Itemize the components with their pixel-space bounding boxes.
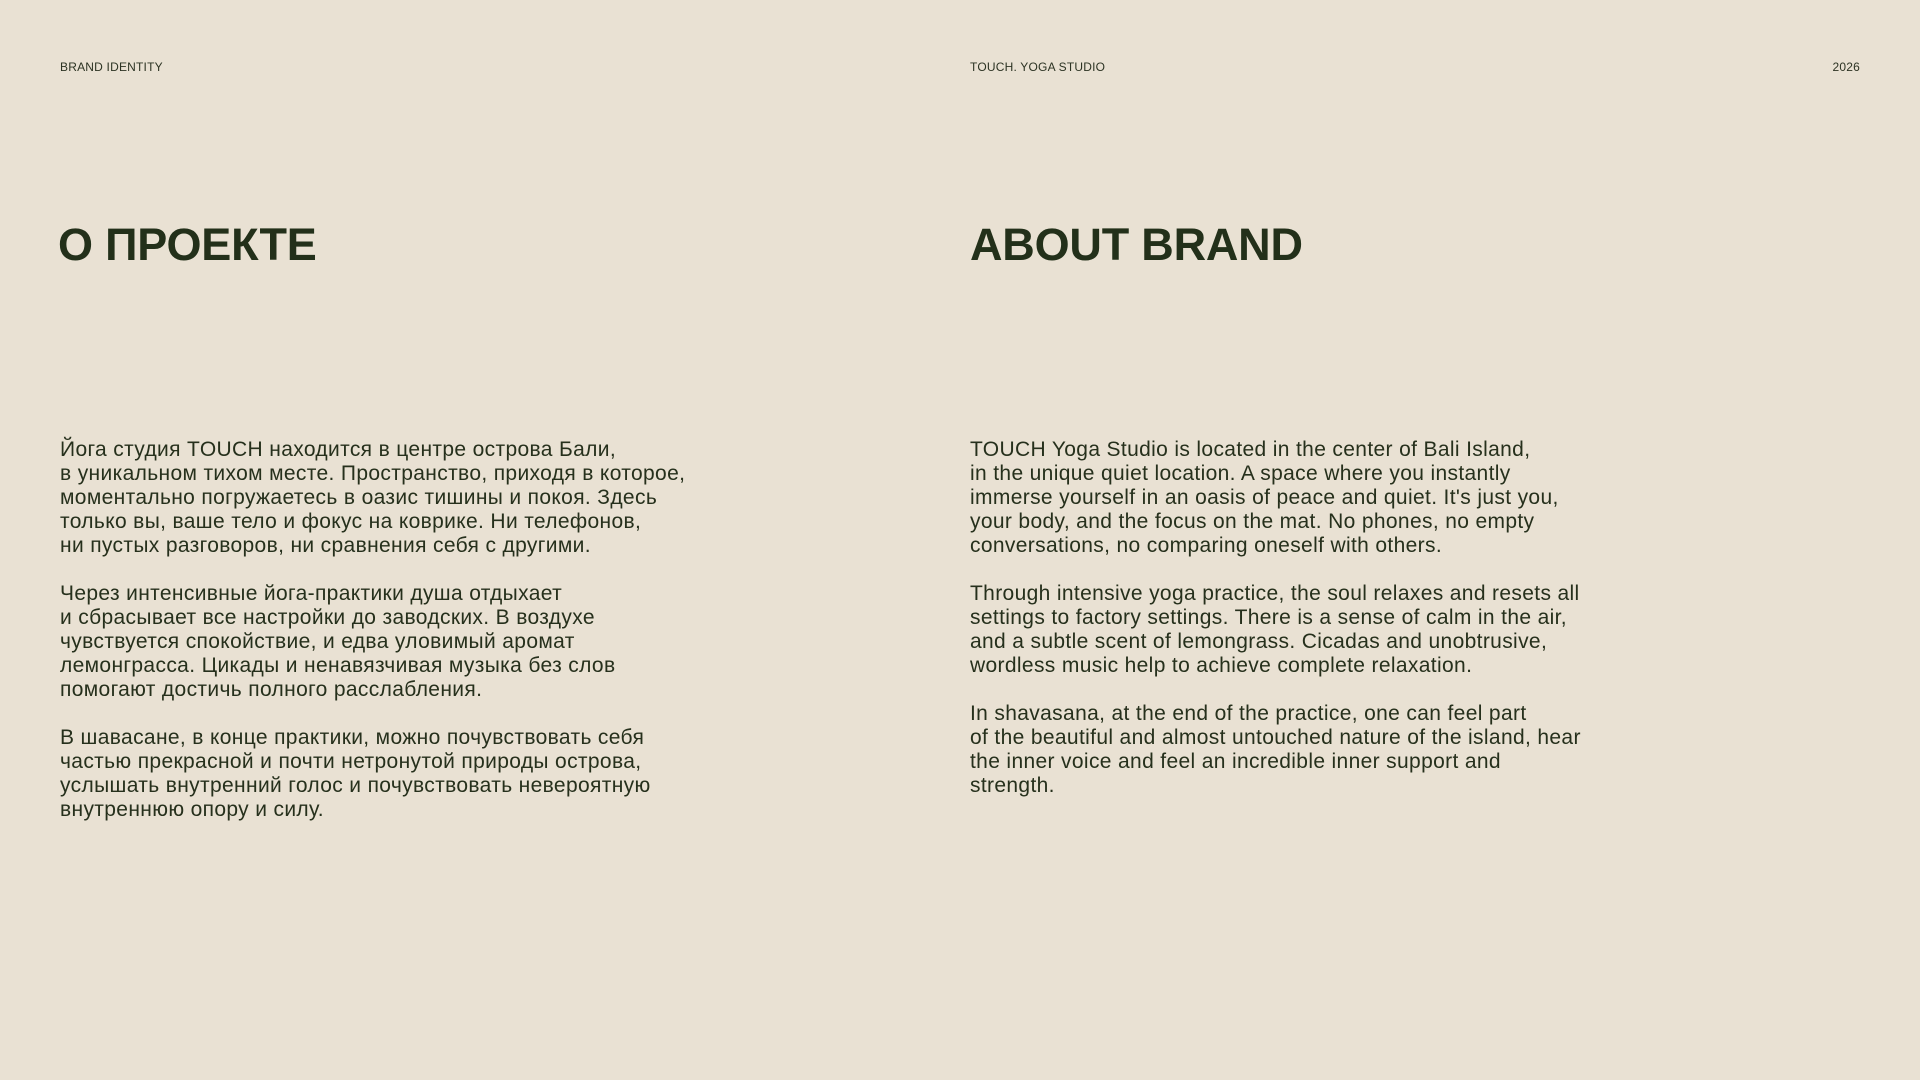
text-line: your body, and the focus on the mat. No phones, no empty xyxy=(970,510,1535,533)
text-line: wordless music help to achieve complete relaxation. xyxy=(970,654,1473,677)
russian-paragraph xyxy=(60,438,918,558)
english-body xyxy=(970,438,1870,798)
text-line: Йога студия TOUCH находится в центре острова Бали, xyxy=(60,438,617,461)
russian-column xyxy=(58,218,918,846)
text-line: and a subtle scent of lemongrass. Cicadas and unobtrusive, xyxy=(970,630,1548,653)
year-label: 2026 xyxy=(1832,60,1860,74)
text-line: чувствуется спокойствие, и едва уловимый аромат xyxy=(60,630,575,653)
text-line: the inner voice and feel an incredible inner support and xyxy=(970,750,1501,773)
russian-paragraph xyxy=(60,726,918,822)
russian-paragraph xyxy=(60,582,918,702)
russian-body xyxy=(60,438,918,822)
text-line: settings to factory settings. There is a sense of calm in the air, xyxy=(970,606,1567,629)
text-line: Через интенсивные йога-практики душа отдыхает xyxy=(60,582,563,605)
text-line: частью прекрасной и почти нетронутой природы острова, xyxy=(60,750,642,773)
text-line: и сбрасывает все настройки до заводских. В воздухе xyxy=(60,606,595,629)
brand-identity-label: BRAND IDENTITY xyxy=(60,60,163,74)
text-line: только вы, ваше тело и фокус на коврике. Ни телефонов, xyxy=(60,510,642,533)
text-line: strength. xyxy=(970,774,1055,797)
text-line: внутреннюю опору и силу. xyxy=(60,798,324,821)
english-paragraph xyxy=(970,702,1870,798)
english-column xyxy=(970,218,1870,822)
text-line: of the beautiful and almost untouched nature of the island, hear xyxy=(970,726,1581,749)
english-paragraph xyxy=(970,582,1870,678)
text-line: Through intensive yoga practice, the soul relaxes and resets all xyxy=(970,582,1580,605)
russian-heading: О ПРОЕКТЕ xyxy=(58,219,317,270)
text-line: помогают достичь полного расслабления. xyxy=(60,678,483,701)
text-line: TOUCH Yoga Studio is located in the center of Bali Island, xyxy=(970,438,1531,461)
english-paragraph xyxy=(970,438,1870,558)
text-line: conversations, no comparing oneself with others. xyxy=(970,534,1443,557)
studio-name-label: TOUCH. YOGA STUDIO xyxy=(970,60,1106,74)
text-line: in the unique quiet location. A space where you instantly xyxy=(970,462,1511,485)
text-line: лемонграсса. Цикады и ненавязчивая музыка без слов xyxy=(60,654,616,677)
text-line: ни пустых разговоров, ни сравнения себя с другими. xyxy=(60,534,591,557)
english-heading: ABOUT BRAND xyxy=(970,219,1303,270)
text-line: услышать внутренний голос и почувствовать невероятную xyxy=(60,774,651,797)
text-line: в уникальном тихом месте. Пространство, приходя в которое, xyxy=(60,462,686,485)
text-line: In shavasana, at the end of the practice, one can feel part xyxy=(970,702,1527,725)
text-line: В шавасане, в конце практики, можно почувствовать себя xyxy=(60,726,645,749)
text-line: моментально погружаетесь в оазис тишины и покоя. Здесь xyxy=(60,486,658,509)
text-line: immerse yourself in an oasis of peace and quiet. It's just you, xyxy=(970,486,1559,509)
